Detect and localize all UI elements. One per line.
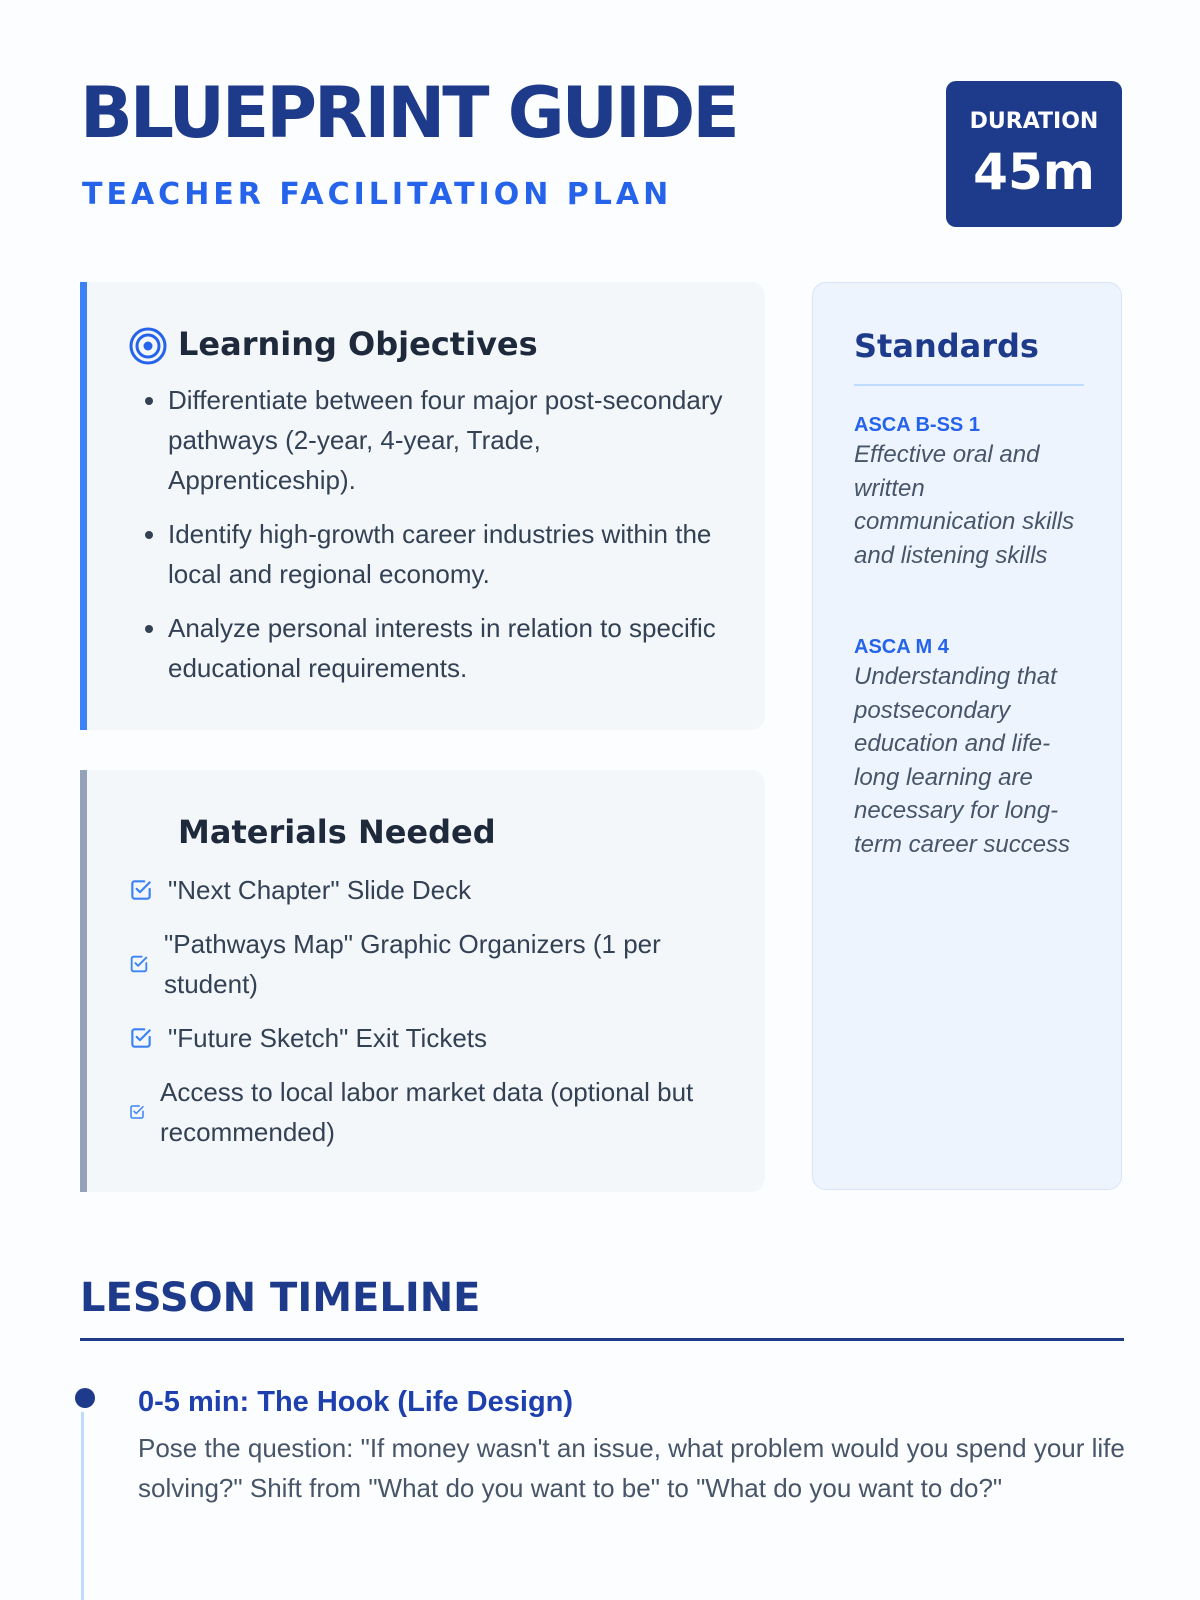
standard-description: Understanding that postsecondary education and life-long learning are necessary for long-term career success bbox=[854, 663, 1071, 858]
material-item bbox=[128, 1018, 728, 1058]
objective-item: • Analyze personal interests in relation to specific educational requirements. bbox=[168, 608, 728, 688]
timeline-divider bbox=[80, 1338, 1124, 1341]
timeline-dot bbox=[75, 1388, 95, 1408]
material-item-label: "Future Sketch" Exit Tickets bbox=[168, 1023, 488, 1053]
timeline-item-body: Pose the question: "If money wasn't an issue, what problem would you spend your life solving?" Shift from "What do you want to be" to "What do you want to do?" bbox=[138, 1433, 1125, 1503]
duration-label: DURATION bbox=[969, 109, 1099, 134]
material-item-label: "Next Chapter" Slide Deck bbox=[168, 875, 472, 905]
objectives-heading: Learning Objectives bbox=[178, 325, 538, 363]
objective-item: • Identify high-growth career industries within the local and regional economy. bbox=[168, 514, 728, 594]
standard-item bbox=[854, 412, 1090, 572]
standards-heading: Standards bbox=[854, 327, 1039, 365]
material-item-label: Access to local labor market data (optional but recommended) bbox=[160, 1077, 694, 1147]
page-title: BLUEPRINT GUIDE bbox=[80, 72, 737, 154]
objectives-list bbox=[134, 380, 728, 702]
material-item bbox=[128, 924, 728, 1004]
materials-heading: Materials Needed bbox=[178, 813, 496, 851]
timeline-line bbox=[81, 1412, 84, 1600]
standards-divider bbox=[854, 384, 1084, 386]
target-icon bbox=[128, 326, 168, 366]
standard-description: Effective oral and written communication skills and listening skills bbox=[854, 441, 1075, 569]
materials-list bbox=[128, 870, 728, 1166]
standard-code: ASCA B-SS 1 bbox=[854, 414, 980, 436]
material-item-label: "Pathways Map" Graphic Organizers (1 per student) bbox=[164, 929, 661, 999]
objective-item: • Differentiate between four major post-secondary pathways (2-year, 4-year, Trade, Apprenticeship). bbox=[168, 380, 728, 500]
timeline-item-title: 0-5 min: The Hook (Life Design) bbox=[138, 1386, 574, 1418]
timeline-heading: LESSON TIMELINE bbox=[80, 1275, 481, 1321]
material-item bbox=[128, 870, 728, 910]
checkbox-icon bbox=[128, 1103, 146, 1121]
standard-code: ASCA M 4 bbox=[854, 636, 949, 658]
standard-item bbox=[854, 634, 1090, 861]
material-item bbox=[128, 1072, 728, 1152]
duration-value: 45m bbox=[973, 143, 1095, 201]
checkbox-icon bbox=[128, 877, 154, 903]
checkbox-icon bbox=[128, 1025, 154, 1051]
duration-badge bbox=[946, 81, 1122, 227]
page-subtitle: TEACHER FACILITATION PLAN bbox=[82, 177, 673, 212]
checkbox-icon bbox=[128, 953, 150, 975]
